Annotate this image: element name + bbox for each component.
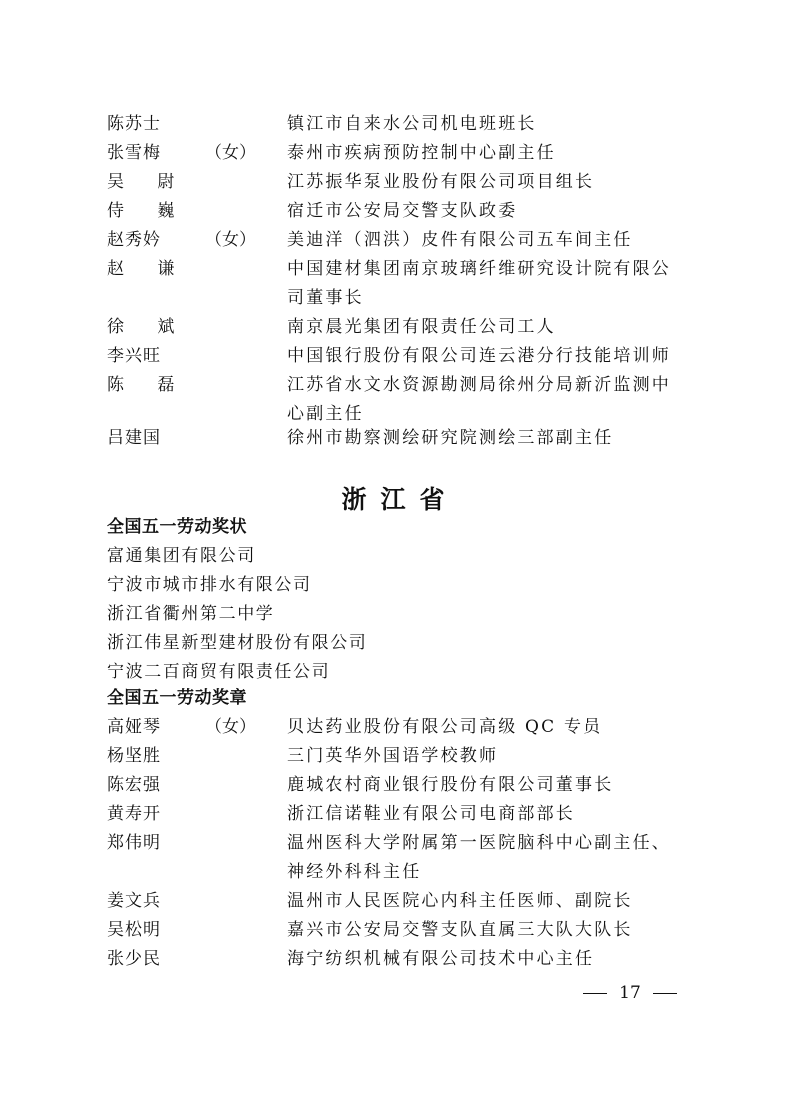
honoree-position: 中国银行股份有限公司连云港分行技能培训师 <box>287 346 671 366</box>
honoree-row <box>0 371 800 429</box>
honoree-position: 江苏振华泵业股份有限公司项目组长 <box>287 172 595 192</box>
certificate-heading: 全国五一劳动奖状 <box>107 517 247 537</box>
awarded-organization: 宁波二百商贸有限责任公司 <box>107 662 331 682</box>
honoree-row <box>0 713 800 742</box>
honoree-name: 杨坚胜 <box>107 746 161 766</box>
honoree-position: 宿迁市公安局交警支队政委 <box>287 201 518 221</box>
honoree-position: 南京晨光集团有限责任公司工人 <box>287 317 556 337</box>
dash-left <box>583 993 607 994</box>
honoree-row <box>0 916 800 945</box>
honoree-row <box>0 887 800 916</box>
honoree-position: 海宁纺织机械有限公司技术中心主任 <box>287 949 595 969</box>
honoree-position: 三门英华外国语学校教师 <box>287 746 499 766</box>
honoree-position: 徐州市勘察测绘研究院测绘三部副主任 <box>287 428 614 448</box>
honoree-row <box>0 168 800 197</box>
page-number <box>560 983 700 1003</box>
gender-note: （女） <box>205 143 256 163</box>
honoree-name: 吕建国 <box>107 428 161 448</box>
honoree-row <box>0 771 800 800</box>
honoree-name: 侍 巍 <box>107 201 189 221</box>
honoree-row <box>0 800 800 829</box>
honoree-position: 鹿城农村商业银行股份有限公司董事长 <box>287 775 614 795</box>
honoree-name: 陈宏强 <box>107 775 161 795</box>
honoree-name: 张雪梅 <box>107 143 161 163</box>
honoree-row <box>0 139 800 168</box>
gender-note: （女） <box>205 717 256 737</box>
honoree-position: 美迪洋（泗洪）皮件有限公司五车间主任 <box>287 230 633 250</box>
page-number-value: 17 <box>619 983 641 1003</box>
awarded-organization: 宁波市城市排水有限公司 <box>107 575 312 595</box>
honoree-position: 贝达药业股份有限公司高级 QC 专员 <box>287 717 603 737</box>
honoree-name: 李兴旺 <box>107 346 161 366</box>
honoree-name: 赵 谦 <box>107 259 189 279</box>
awarded-organization: 富通集团有限公司 <box>107 546 256 566</box>
awarded-organization: 浙江省衢州第二中学 <box>107 604 275 624</box>
honoree-name: 高娅琴 <box>107 717 161 737</box>
honoree-position: 浙江信诺鞋业有限公司电商部部长 <box>287 804 575 824</box>
honoree-row <box>0 197 800 226</box>
honoree-row <box>0 226 800 255</box>
honoree-position: 温州医科大学附属第一医院脑科中心副主任、 神经外科科主任 <box>287 833 671 882</box>
honoree-row <box>0 742 800 771</box>
honoree-position: 镇江市自来水公司机电班班长 <box>287 114 537 134</box>
honoree-position: 江苏省水文水资源勘测局徐州分局新沂监测中 心副主任 <box>287 375 671 424</box>
honoree-row <box>0 945 800 974</box>
honoree-row <box>0 110 800 139</box>
honoree-row <box>0 313 800 342</box>
awarded-organization: 浙江伟星新型建材股份有限公司 <box>107 633 368 653</box>
honoree-row <box>0 255 800 313</box>
honoree-position: 中国建材集团南京玻璃纤维研究设计院有限公 司董事长 <box>287 259 671 308</box>
honoree-row <box>0 342 800 371</box>
honoree-row <box>0 424 800 453</box>
honoree-position: 温州市人民医院心内科主任医师、副院长 <box>287 891 633 911</box>
honoree-name: 徐 斌 <box>107 317 189 337</box>
gender-note: （女） <box>205 230 256 250</box>
honoree-name: 陈苏士 <box>107 114 161 134</box>
honoree-position: 泰州市疾病预防控制中心副主任 <box>287 143 556 163</box>
honoree-name: 陈 磊 <box>107 375 189 395</box>
honoree-name: 吴 尉 <box>107 172 189 192</box>
honoree-name: 郑伟明 <box>107 833 161 853</box>
honoree-name: 黄寿开 <box>107 804 161 824</box>
honoree-name: 姜文兵 <box>107 891 161 911</box>
province-title: 浙江省 <box>341 485 459 514</box>
dash-right <box>653 993 677 994</box>
honoree-name: 吴松明 <box>107 920 161 940</box>
honoree-name: 张少民 <box>107 949 161 969</box>
honoree-name: 赵秀妗 <box>107 230 161 250</box>
medal-heading: 全国五一劳动奖章 <box>107 688 247 708</box>
honoree-row <box>0 829 800 887</box>
honoree-position: 嘉兴市公安局交警支队直属三大队大队长 <box>287 920 633 940</box>
